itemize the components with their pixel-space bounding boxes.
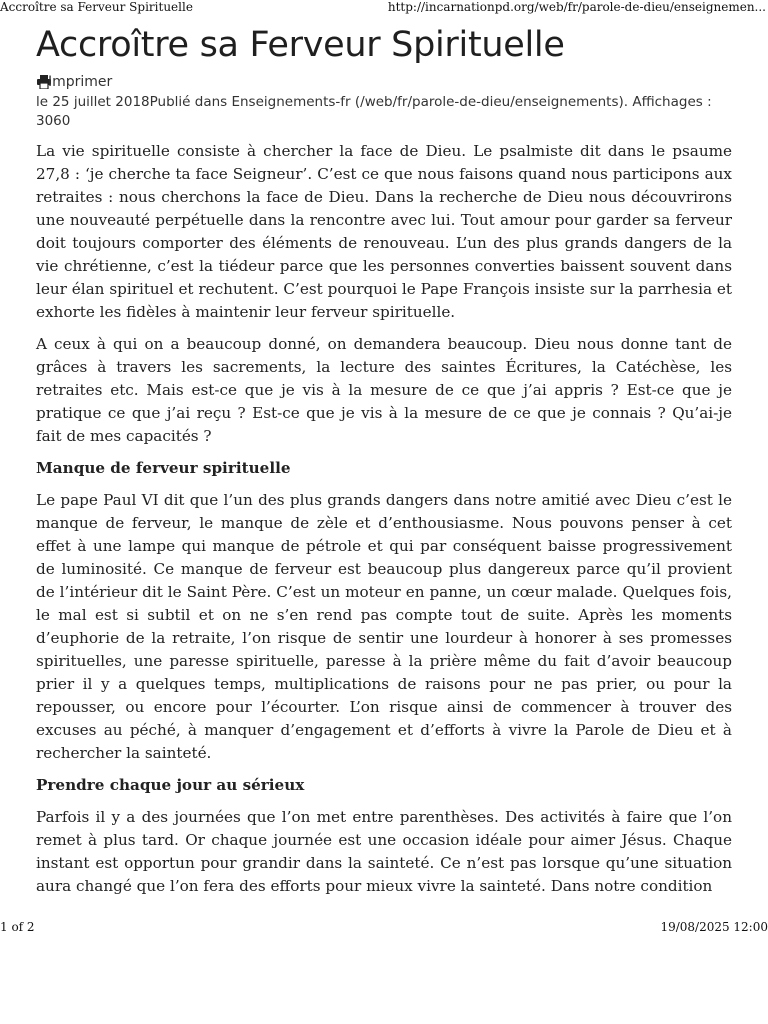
paragraph: Le pape Paul VI dit que l’un des plus grands dangers dans notre amitié avec Dieu c’est le manque de ferveur, le manque de zèle et d’enthousiasme. Nous pouvons penser à cet effet à une lampe qui manque de pétrole et qui par conséquent baisse progressivement de luminosité. Ce manque de ferveur est beaucoup plus dangereux parce qu’il provient de l’intérieur dit le Saint Père. C’est un moteur en panne, un cœur malade. Quelques fois, le mal est si subtil et on ne s’en rend pas compte tout de suite. Après les moments d’euphorie de la retraite, l’on risque de sentir une lourdeur à honorer à ses promesses spirituelles, une paresse spirituelle, paresse à la prière même du fait d’avoir beaucoup prier il y a quelques temps, multiplications de raisons pour ne pas prier, ou pour la repousser, ou encore pour l’écourter. L’on risque ainsi de commencer à trouver des excuses au péché, à manquer d’engagement et d’efforts à vivre la Parole de Dieu et à rechercher la sainteté. (36, 491, 732, 762)
paragraph: A ceux à qui on a beaucoup donné, on demandera beaucoup. Dieu nous donne tant de grâces à travers les sacrements, la lecture des saintes Écritures, la Catéchèse, les retraites etc. Mais est-ce que je vis à la mesure de ce que j’ai appris ? Est-ce que je pratique ce que j’ai reçu ? Est-ce que je vis à la mesure de ce que je connais ? Qu’ai-je fait de mes capacités ? (36, 335, 732, 445)
article-title: Accroître sa Ferveur Spirituelle (36, 25, 565, 65)
print-label: Imprimer (48, 74, 113, 90)
print-header-url: http://incarnationpd.org/web/fr/parole-de-dieu/enseignemen... (387, 0, 766, 14)
paragraph: La vie spirituelle consiste à chercher la face de Dieu. Le psalmiste dit dans le psaume 27,8 : ‘je cherche ta face Seigneur’. C’est ce que nous faisons quand nous participons aux retraites : nous cherchons la face de Dieu. Dans la recherche de Dieu nous découvrirons une nouveauté perpétuelle dans la rencontre avec lui. Tout amour pour garder sa ferveur doit toujours comporter des éléments de renouveau. L’un des plus grands dangers de la vie chrétienne, c’est la tiédeur parce que les personnes converties baissent souvent dans leur élan spirituel et rechutent. C’est pourquoi le Pape François insiste sur la parrhesia et exhorte les fidèles à maintenir leur ferveur spirituelle. (36, 142, 732, 321)
article (36, 22, 732, 907)
page-number: 1 of 2 (0, 920, 35, 934)
section-heading: Manque de ferveur spirituelle (36, 459, 291, 477)
article-body (36, 140, 732, 898)
article-meta: le 25 juillet 2018Publié dans Enseignements-fr (/web/fr/parole-de-dieu/enseignements). Affichages : 3060 (36, 94, 712, 129)
article-actions (36, 74, 732, 92)
print-footer (0, 920, 768, 936)
print-header-title: Accroître sa Ferveur Spirituelle (0, 0, 193, 14)
print-header (0, 0, 768, 16)
section-heading: Prendre chaque jour au sérieux (36, 776, 305, 794)
print-button[interactable] (36, 74, 112, 90)
print-date: 19/08/2025 12:00 (660, 920, 768, 934)
paragraph: Parfois il y a des journées que l’on met entre parenthèses. Des activités à faire que l’on remet à plus tard. Or chaque journée est une occasion idéale pour aimer Jésus. Chaque instant est opportun pour grandir dans la sainteté. Ce n’est pas lorsque qu’une situation aura changé que l’on fera des efforts pour mieux vivre la sainteté. Dans notre condition (36, 808, 732, 895)
